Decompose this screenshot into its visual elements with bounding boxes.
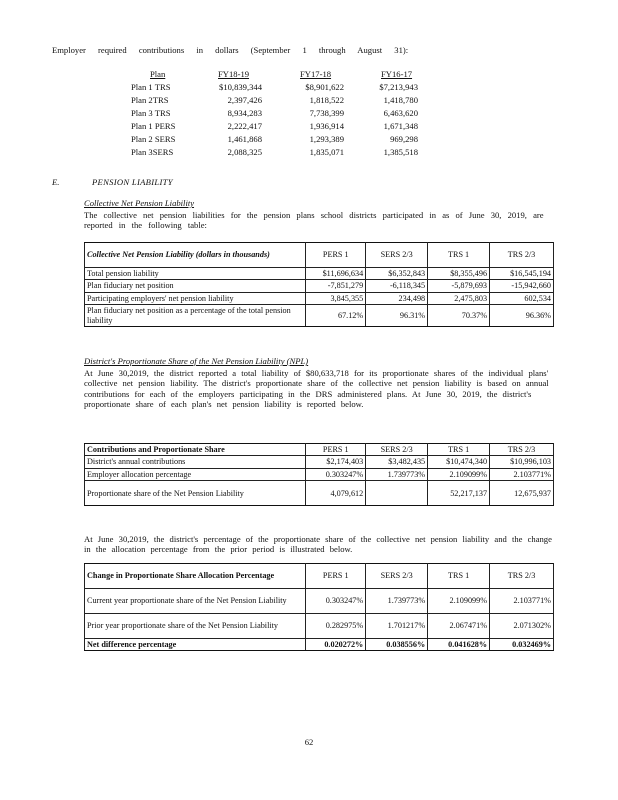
column-header: SERS 2/3 — [366, 444, 428, 456]
column-header: SERS 2/3 — [366, 564, 428, 589]
section-title: PENSION LIABILITY — [92, 177, 173, 187]
cell-value: 2.071302% — [490, 614, 554, 639]
plan-value: 8,934,283 — [227, 108, 262, 118]
plan-value: 1,835,071 — [309, 147, 344, 157]
cell-value: 1.739773% — [366, 468, 428, 480]
column-header: PERS 1 — [306, 243, 366, 268]
plans-header-fy1819: FY18-19 — [218, 69, 250, 79]
plan-value: $7,213,943 — [379, 82, 418, 92]
cell-value: $2,174,403 — [306, 456, 366, 468]
plan-label: Plan 3SERS — [131, 147, 174, 157]
column-header: TRS 2/3 — [490, 243, 554, 268]
table-row — [85, 292, 554, 304]
cell-value: $3,482,435 — [366, 456, 428, 468]
row-label: District's annual contributions — [85, 456, 306, 468]
cell-value: 0.032469% — [490, 639, 554, 651]
plan-value: 1,293,389 — [309, 134, 344, 144]
plan-value: 7,738,399 — [309, 108, 344, 118]
cell-value: $16,545,194 — [490, 268, 554, 280]
row-label: Current year proportionate share of the Net Pension Liability — [85, 589, 306, 614]
plan-value: 2,397,426 — [227, 95, 262, 105]
row-label: Prior year proportionate share of the Net Pension Liability — [85, 614, 306, 639]
column-header: PERS 1 — [306, 444, 366, 456]
district-subtitle: District's Proportionate Share of the Net Pension Liability (NPL) — [84, 356, 309, 366]
plans-header-fy1617: FY16-17 — [381, 69, 413, 79]
plan-value: 969,298 — [390, 134, 418, 144]
table-header-row — [85, 444, 554, 456]
change-paragraph: At June 30,2019, the district's percentage of the proportionate share of the collective net pension liability and the change in the allocation percentage from the prior period is illustrated below. — [84, 534, 552, 555]
plan-value: 1,418,780 — [383, 95, 418, 105]
cell-value: 0.282975% — [306, 614, 366, 639]
cell-value: 96.31% — [366, 305, 428, 327]
plan-value: 1,461,868 — [227, 134, 262, 144]
intro-text: Employer required contributions in dollars (September 1 through August 31): — [52, 45, 409, 55]
plan-value: 1,818,522 — [309, 95, 344, 105]
column-header: TRS 1 — [428, 564, 490, 589]
cell-value: 0.303247% — [306, 589, 366, 614]
table-row — [0, 83, 618, 94]
plan-value: 1,671,348 — [383, 121, 418, 131]
npl-paragraph: The collective net pension liabilities for the pension plans school districts participated in as of June 30, 2019, are reported in the following table: — [84, 210, 544, 231]
cell-value: 52,217,137 — [428, 481, 490, 506]
cell-value: 234,498 — [366, 292, 428, 304]
change-table — [84, 563, 554, 651]
table-header-row — [85, 243, 554, 268]
cell-value: -15,942,660 — [490, 280, 554, 292]
npl-table — [84, 242, 554, 327]
cell-value: 70.37% — [428, 305, 490, 327]
plan-label: Plan 2TRS — [131, 95, 169, 105]
column-header: PERS 1 — [306, 564, 366, 589]
plan-value: 6,463,620 — [383, 108, 418, 118]
column-header: TRS 2/3 — [490, 564, 554, 589]
plan-label: Plan 1 PERS — [131, 121, 176, 131]
cell-value: -7,851,279 — [306, 280, 366, 292]
table-row — [85, 280, 554, 292]
npl-header-label: Collective Net Pension Liability (dollars in thousands) — [85, 243, 306, 268]
cell-value: 2.109099% — [428, 589, 490, 614]
cell-value: 67.12% — [306, 305, 366, 327]
cell-value: $10,996,103 — [490, 456, 554, 468]
row-label: Proportionate share of the Net Pension Liability — [85, 481, 306, 506]
row-label: Employer allocation percentage — [85, 468, 306, 480]
row-label: Plan fiduciary net position as a percentage of the total pension liability — [85, 305, 306, 327]
column-header: TRS 1 — [428, 444, 490, 456]
cell-value: 0.041628% — [428, 639, 490, 651]
cell-value: 602,534 — [490, 292, 554, 304]
page-number: 62 — [304, 737, 314, 747]
table-row — [0, 122, 618, 133]
plan-value: 2,088,325 — [227, 147, 262, 157]
plan-label: Plan 1 TRS — [131, 82, 171, 92]
cell-value: $11,696,634 — [306, 268, 366, 280]
plans-header-plan: Plan — [150, 69, 166, 79]
change-header-label: Change in Proportionate Share Allocation Percentage — [85, 564, 306, 589]
cell-value: 2,475,803 — [428, 292, 490, 304]
plan-label: Plan 3 TRS — [131, 108, 171, 118]
cell-value: $10,474,340 — [428, 456, 490, 468]
cell-value: $6,352,843 — [366, 268, 428, 280]
cell-value: 0.020272% — [306, 639, 366, 651]
cell-value: 2.103771% — [490, 468, 554, 480]
table-row — [85, 614, 554, 639]
table-header-row — [85, 564, 554, 589]
column-header: TRS 1 — [428, 243, 490, 268]
table-row — [85, 481, 554, 506]
table-row — [85, 639, 554, 651]
cell-value: 4,079,612 — [306, 481, 366, 506]
plan-value: $10,839,344 — [219, 82, 262, 92]
npl-subtitle: Collective Net Pension Liability — [84, 198, 195, 208]
cell-value: 96.36% — [490, 305, 554, 327]
table-row — [85, 305, 554, 327]
row-label: Net difference percentage — [85, 639, 306, 651]
plan-label: Plan 2 SERS — [131, 134, 176, 144]
cell-value: 1.701217% — [366, 614, 428, 639]
cell-value: 1.739773% — [366, 589, 428, 614]
cell-value: $8,355,496 — [428, 268, 490, 280]
table-row — [0, 96, 618, 107]
plans-header-row — [0, 70, 618, 81]
cell-value: -6,118,345 — [366, 280, 428, 292]
district-paragraph: At June 30,2019, the district reported a total liability of $80,633,718 for its proportionate shares of the individual plans' collective net pension liability. The district's proportionate share of the collective net pension liability is based on annual contributions for each of the employers participating in the DRS administered plans. At June 30, 2019, the district's proportionate share of each plan's net pension liability is reported below. — [84, 368, 549, 410]
plans-header-fy1718: FY17-18 — [300, 69, 332, 79]
contributions-header-label: Contributions and Proportionate Share — [85, 444, 306, 456]
contributions-table — [84, 443, 554, 506]
table-row — [85, 268, 554, 280]
table-row — [85, 589, 554, 614]
cell-value: 2.067471% — [428, 614, 490, 639]
table-row — [85, 456, 554, 468]
cell-value: 12,675,937 — [490, 481, 554, 506]
table-row — [0, 109, 618, 120]
plan-value: 1,936,914 — [309, 121, 344, 131]
cell-value: 2.103771% — [490, 589, 554, 614]
table-row — [0, 148, 618, 159]
column-header: SERS 2/3 — [366, 243, 428, 268]
row-label: Plan fiduciary net position — [85, 280, 306, 292]
column-header: TRS 2/3 — [490, 444, 554, 456]
row-label: Participating employers' net pension liability — [85, 292, 306, 304]
table-row — [0, 135, 618, 146]
table-row — [85, 468, 554, 480]
row-label: Total pension liability — [85, 268, 306, 280]
plan-value: $8,901,622 — [305, 82, 344, 92]
cell-value: 0.038556% — [366, 639, 428, 651]
cell-value: 0.303247% — [306, 468, 366, 480]
cell-value: -5,879,693 — [428, 280, 490, 292]
cell-value: 3,845,355 — [306, 292, 366, 304]
cell-value: 2.109099% — [428, 468, 490, 480]
cell-value — [366, 481, 428, 506]
section-letter: E. — [52, 177, 60, 187]
plan-value: 2,222,417 — [227, 121, 262, 131]
plan-value: 1,385,518 — [383, 147, 418, 157]
